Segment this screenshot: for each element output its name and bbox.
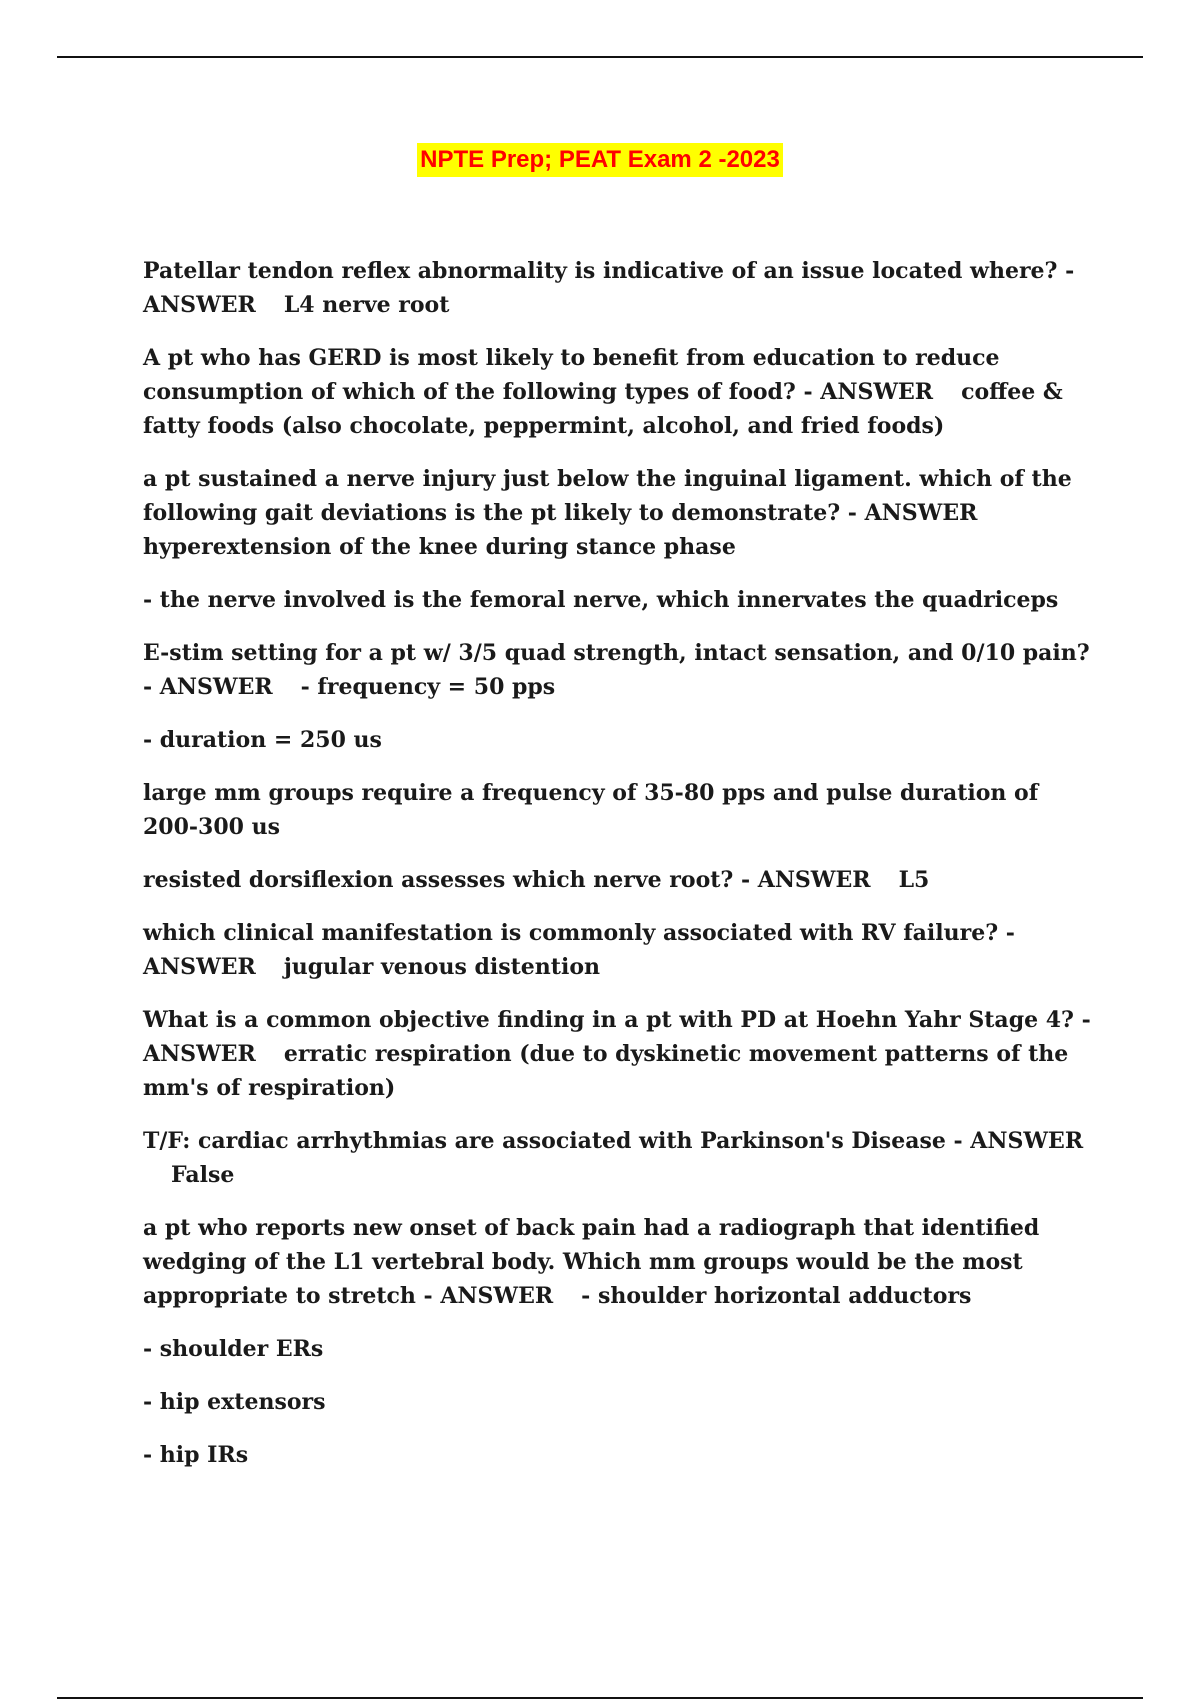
qa-item: [143, 254, 1093, 322]
answer-text: L4 nerve root: [283, 292, 450, 318]
note-text: - the nerve involved is the femoral nerve, which innervates the quadriceps: [143, 587, 1059, 613]
qa-item: [143, 1124, 1093, 1192]
question-text: E-stim setting for a pt w/ 3/5 quad strength, intact sensation, and 0/10 pain? - ANSWER: [143, 640, 1090, 700]
note-item: [143, 1332, 1093, 1366]
question-text: which clinical manifestation is commonly associated with RV failure? - ANSWER: [143, 920, 1015, 980]
note-item: [143, 1438, 1093, 1472]
qa-item: [143, 863, 1093, 897]
title-container: [0, 143, 1200, 177]
document-body: [143, 254, 1093, 1491]
answer-text: erratic respiration (due to dyskinetic movement patterns of the mm's of respiration): [143, 1041, 1069, 1101]
question-text: A pt who has GERD is most likely to benefit from education to reduce consumption of which of the following types of food? - ANSWER: [143, 345, 1000, 405]
answer-text: - frequency = 50 pps: [300, 674, 556, 700]
note-text: - duration = 250 us: [143, 727, 382, 753]
note-text: - hip extensors: [143, 1389, 326, 1415]
question-text: What is a common objective finding in a pt with PD at Hoehn Yahr Stage 4? - ANSWER: [143, 1007, 1091, 1067]
qa-item: [143, 916, 1093, 984]
answer-text: jugular venous distention: [283, 954, 600, 980]
answer-text: - shoulder horizontal adductors: [581, 1283, 972, 1309]
qa-item: [143, 462, 1093, 564]
qa-item: [143, 1003, 1093, 1105]
note-text: - hip IRs: [143, 1442, 249, 1468]
qa-item: [143, 1211, 1093, 1313]
note-text: - shoulder ERs: [143, 1336, 324, 1362]
top-rule: [57, 56, 1143, 58]
bottom-rule: [57, 1697, 1143, 1699]
note-item: [143, 1385, 1093, 1419]
question-text: a pt who reports new onset of back pain had a radiograph that identified wedging of the L1 vertebral body. Which mm groups would be the most appropriate to stretch - ANSWER: [143, 1215, 1040, 1309]
answer-text: L5: [898, 867, 930, 893]
question-text: Patellar tendon reflex abnormality is indicative of an issue located where? - ANSWER: [143, 258, 1075, 318]
question-text: a pt sustained a nerve injury just below the inguinal ligament. which of the following gait deviations is the pt likely to demonstrate? - ANSWER: [143, 466, 1072, 526]
qa-item: [143, 636, 1093, 704]
document-title: NPTE Prep; PEAT Exam 2 -2023: [417, 143, 783, 177]
note-text: large mm groups require a frequency of 35-80 pps and pulse duration of 200-300 us: [143, 780, 1039, 840]
question-text: resisted dorsiflexion assesses which nerve root? - ANSWER: [143, 867, 871, 893]
note-item: [143, 776, 1093, 844]
answer-text: False: [171, 1162, 235, 1188]
qa-item: [143, 341, 1093, 443]
answer-text: coffee & fatty foods (also chocolate, peppermint, alcohol, and fried foods): [143, 379, 1063, 439]
answer-text: hyperextension of the knee during stance phase: [143, 534, 736, 560]
note-item: [143, 723, 1093, 757]
note-item: [143, 583, 1093, 617]
question-text: T/F: cardiac arrhythmias are associated with Parkinson's Disease - ANSWER: [143, 1128, 1084, 1154]
